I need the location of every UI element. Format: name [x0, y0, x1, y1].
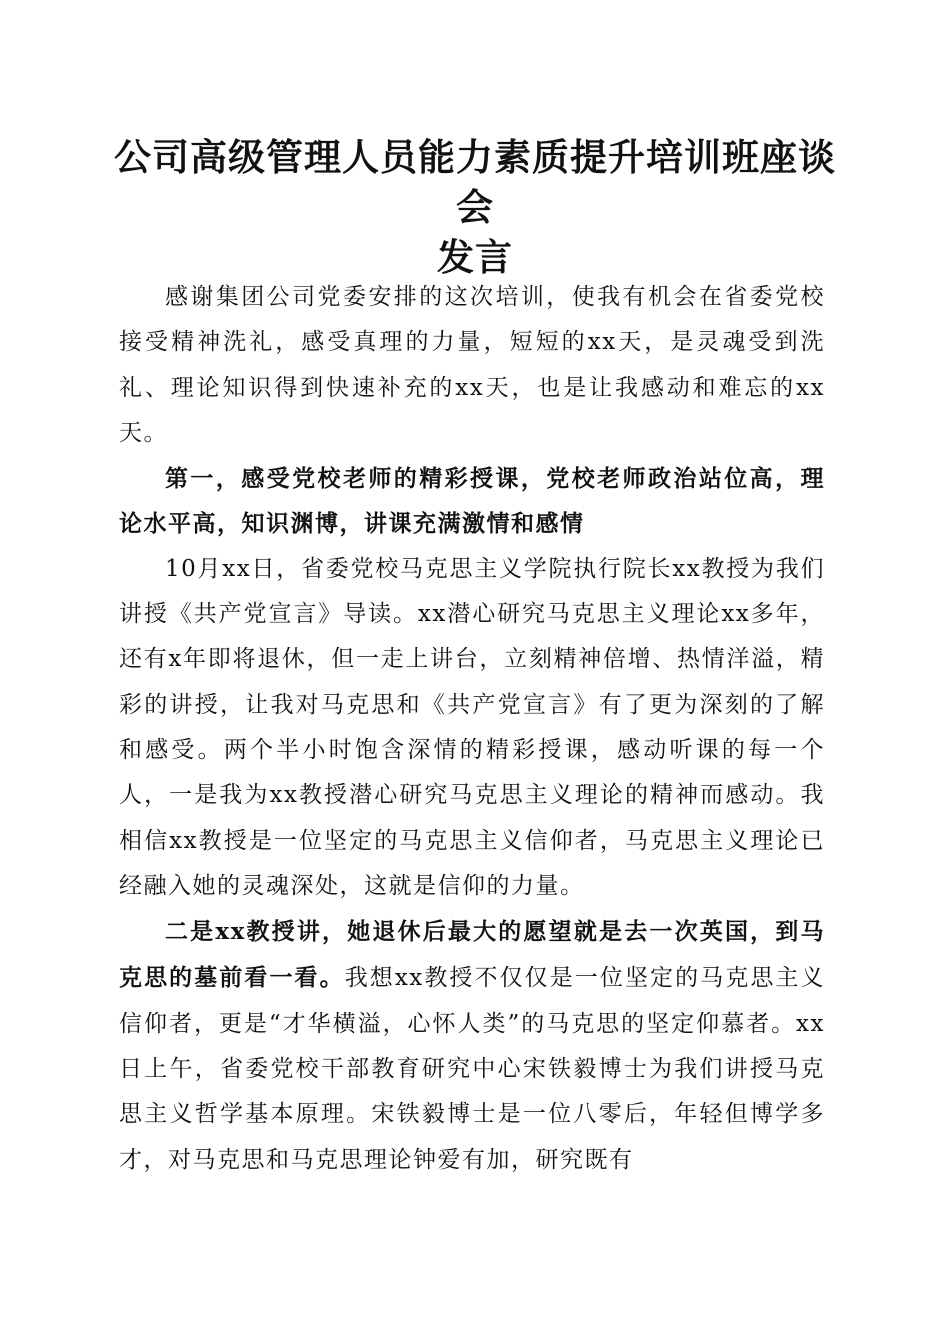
document-body	[119, 275, 825, 1183]
title-line-1: 公司高级管理人员能力素质提升培训班座谈会	[114, 135, 836, 229]
document-title	[100, 132, 850, 282]
paragraph-lecture-2	[119, 909, 825, 1183]
title-line-2: 发言	[437, 235, 513, 279]
paragraph-lecture-1: 10月xx日，省委党校马克思主义学院执行院长xx教授为我们讲授《共产党宣言》导读。xx潜心研究马克思主义理论xx多年，还有x年即将退休，但一走上讲台，立刻精神倍增、热情洋溢，精彩的讲授，让我对马克思和《共产党宣言》有了更为深刻的了解和感受。两个半小时饱含深情的精彩授课，感动听课的每一个人，一是我为xx教授潜心研究马克思主义理论的精神而感动。我相信xx教授是一位坚定的马克思主义信仰者，马克思主义理论已经融入她的灵魂深处，这就是信仰的力量。	[119, 555, 825, 899]
paragraph-lead-sentence: 二是xx教授讲，她退休后最大的愿望就是去一次英国，到马克思的墓前看一看。	[119, 918, 825, 992]
paragraph-continuation: 我想xx教授不仅仅是一位坚定的马克思主义信仰者，更是“才华横溢，心怀人类”的马克思的坚定仰慕者。xx日上午，省委党校干部教育研究中心宋铁毅博士为我们讲授马克思主义哲学基本原理。宋铁毅博士是一位八零后，年轻但博学多才，对马克思和马克思理论钟爱有加，研究既有	[119, 965, 825, 1173]
section-heading-first: 第一，感受党校老师的精彩授课，党校老师政治站位高，理论水平高，知识渊博，讲课充满激情和感情	[119, 465, 825, 538]
paragraph-intro: 感谢集团公司党委安排的这次培训，使我有机会在省委党校接受精神洗礼，感受真理的力量，短短的xx天，是灵魂受到洗礼、理论知识得到快速补充的xx天，也是让我感动和难忘的xx天。	[119, 284, 825, 446]
